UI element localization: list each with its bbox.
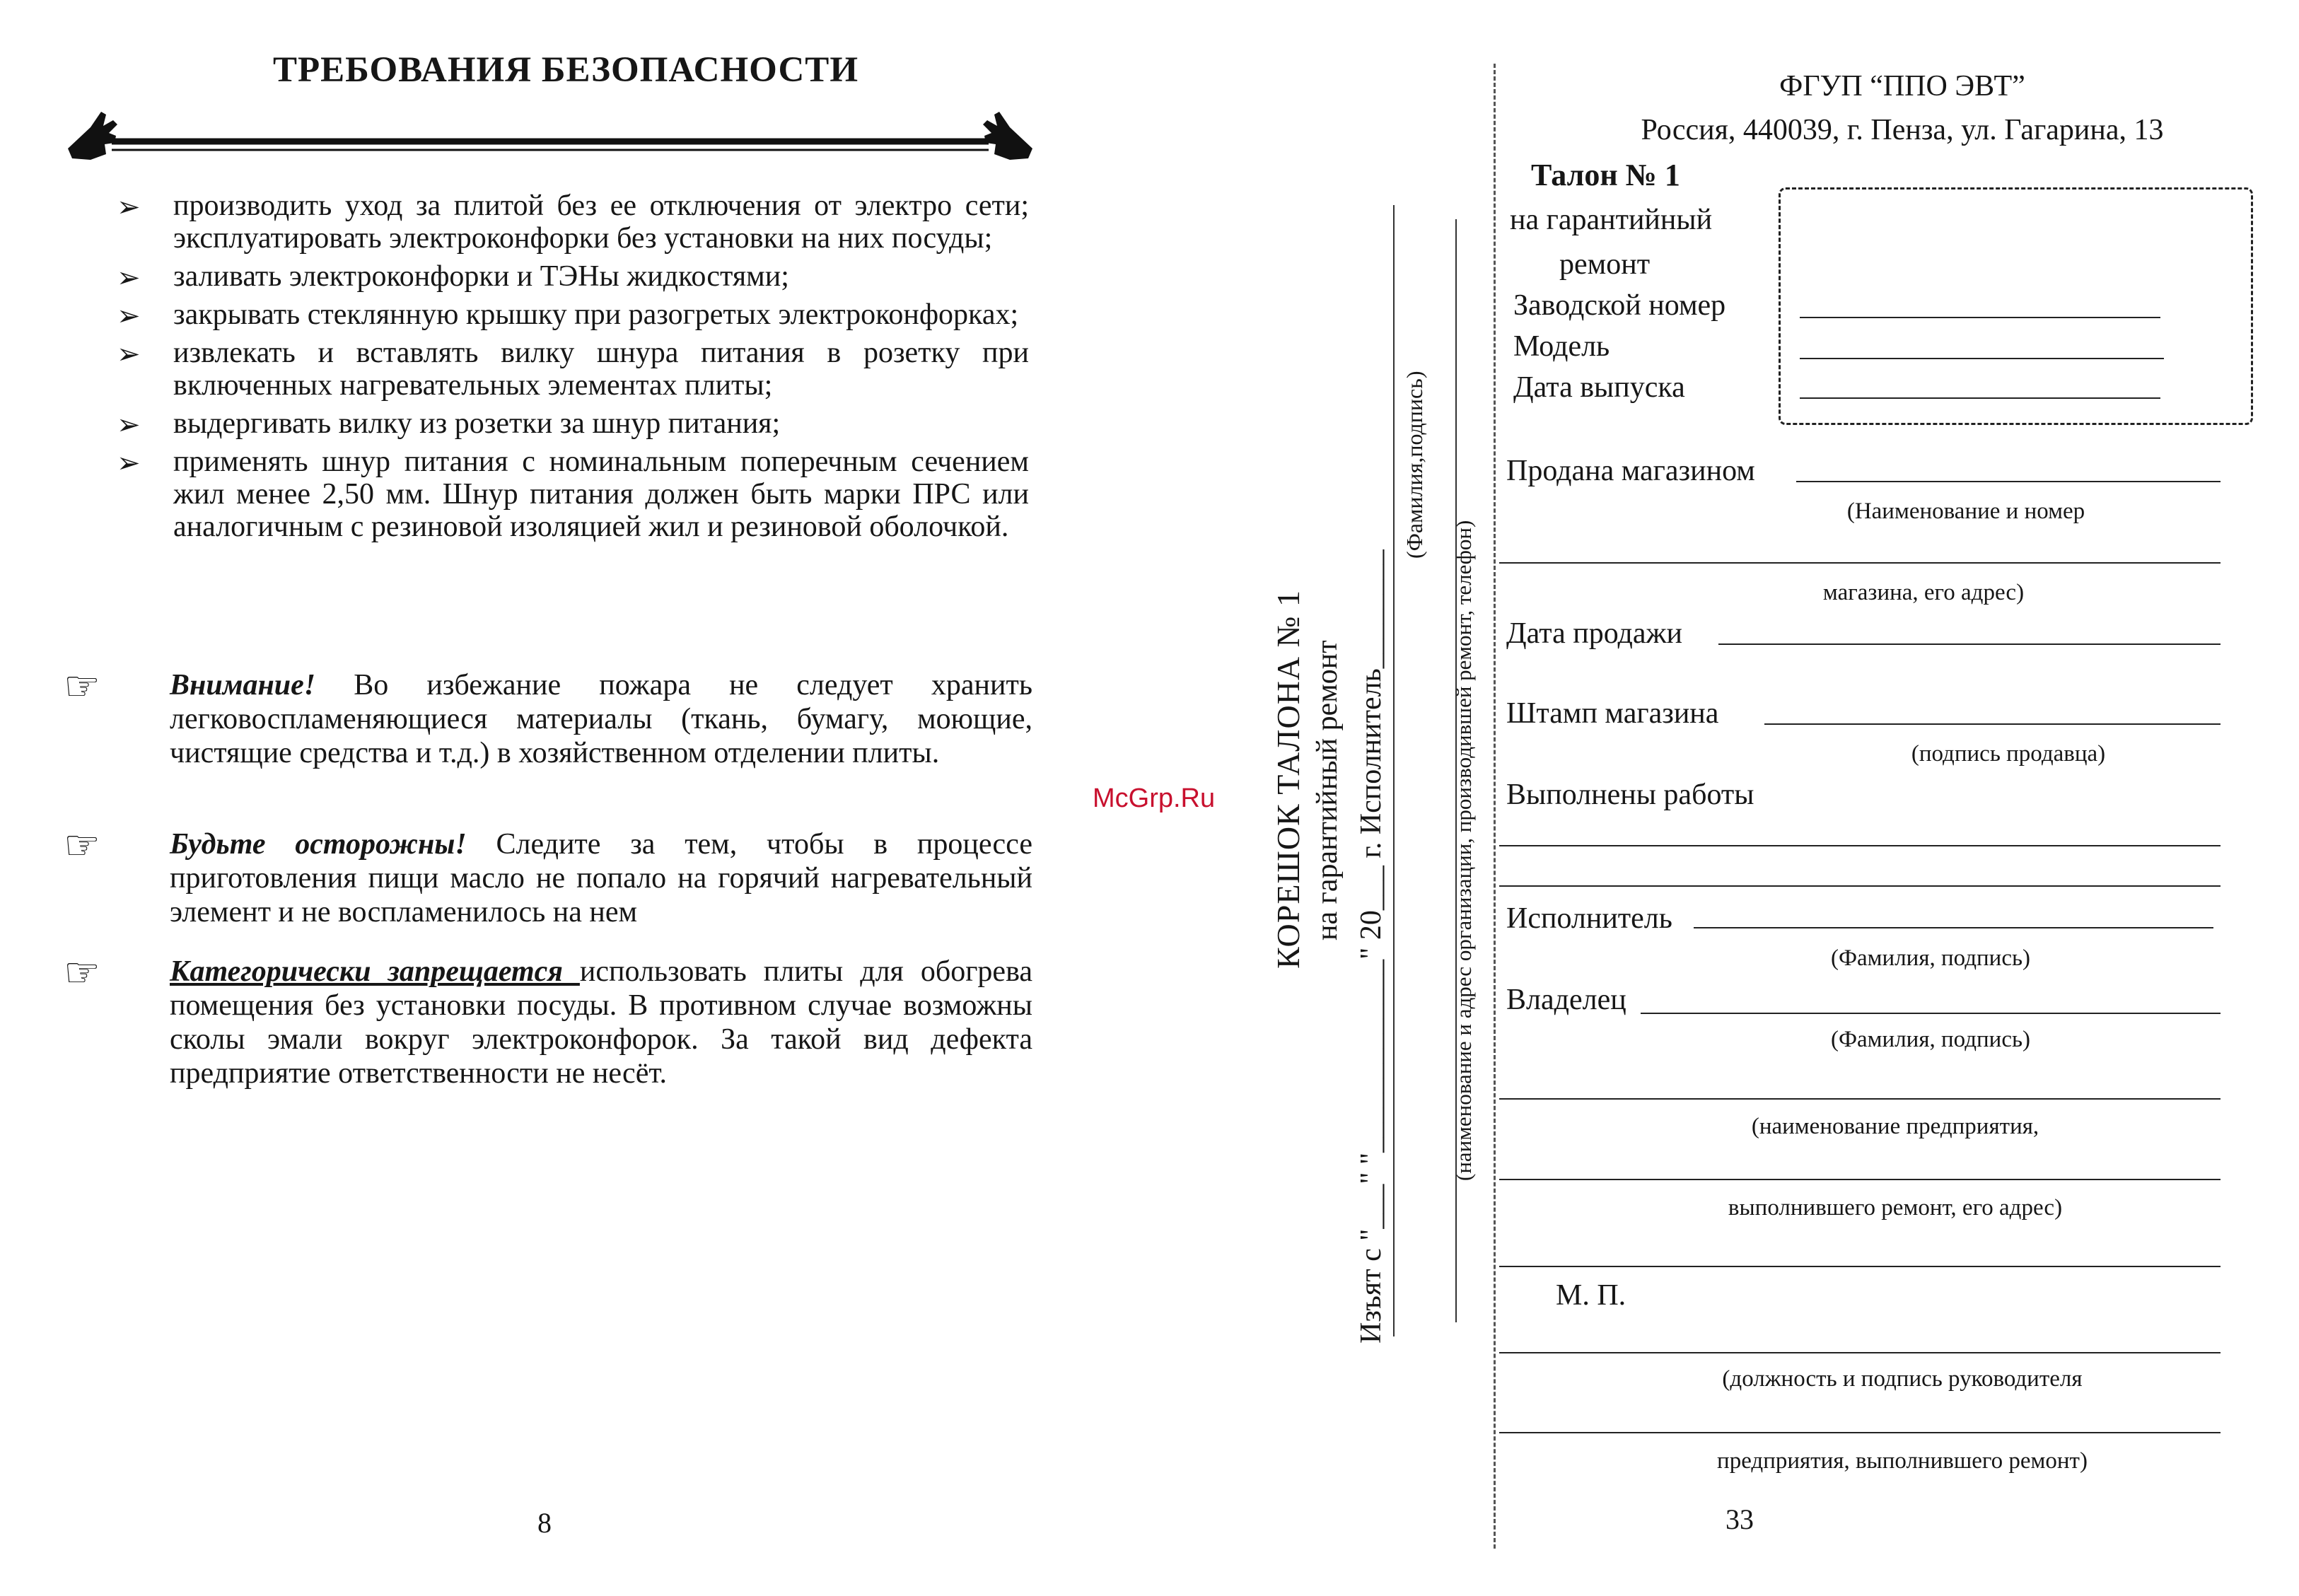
owner-label: Владелец [1506, 984, 1626, 1016]
cut-line [1494, 64, 1496, 1549]
director-hint: (должность и подпись руководителя [1722, 1366, 2083, 1392]
organization-address: Россия, 440039, г. Пенза, ул. Гагарина, 13 [1641, 114, 2164, 146]
list-item: ➢ закрывать стеклянную крышку при разогретых электроконфорках; [117, 298, 1019, 332]
stub-caption-organization: (наименование и адрес организации, производившей ремонт, телефон) [1451, 520, 1476, 1181]
manufacture-date-field[interactable] [1800, 397, 2160, 399]
seal-place-label: М. П. [1556, 1279, 1626, 1312]
work-done-field[interactable] [1499, 845, 2221, 846]
store-address-hint: магазина, его адрес) [1822, 580, 2025, 605]
coupon-subtitle: на гарантийный [1510, 204, 1713, 236]
note-caution: ☞ Будьте осторожны! Следите за тем, чтобы в процессе приготовления пищи масло не попало на горячий нагревательный элемент и не воспламенилось на нем [64, 822, 1032, 928]
work-done-field[interactable] [1499, 885, 2221, 887]
coupon-title: Талон № 1 [1531, 158, 1680, 192]
list-item: ➢ применять шнур питания с номинальным поперечным сечением жил менее 2,50 мм. Шнур питания должен быть марки ПРС или аналогичным с резиновой изоляцией жил и резиновой оболочкой. [117, 445, 1029, 543]
enterprise-address-field[interactable] [1499, 1179, 2221, 1180]
executor-hint: (Фамилия, подпись) [1830, 945, 2031, 971]
note-prohibited: ☞ Категорически запрещается использовать плиты для обогрева помещения без установки посуды. В противном случае возможны сколы эмали вокруг электроконфорок. За такой вид дефекта предприятие ответственности не несёт. [64, 950, 1032, 1090]
director-signature-hint: предприятия, выполнившего ремонт) [1717, 1448, 2088, 1474]
stub-subtitle: на гарантийный ремонт [1311, 640, 1344, 940]
stamp-box [1779, 187, 2253, 425]
seller-signature-hint: (подпись продавца) [1911, 741, 2106, 767]
organization-name: ФГУП “ППО ЭВТ” [1779, 70, 2025, 103]
store-stamp-field[interactable] [1764, 723, 2221, 725]
serial-number-label: Заводской номер [1513, 289, 1726, 322]
enterprise-hint: (наименование предприятия, [1751, 1114, 2039, 1139]
title-underline-ornament [62, 99, 1038, 163]
model-field[interactable] [1800, 358, 2164, 359]
watermark: McGrp.Ru [1093, 784, 1216, 813]
pointing-hand-icon: ☞ [64, 663, 100, 709]
sold-by-store-hint: (Наименование и номер [1846, 499, 2085, 524]
director-field[interactable] [1499, 1352, 2221, 1353]
stub-title: КОРЕШОК ТАЛОНА № 1 [1270, 589, 1306, 969]
pointing-hand-icon: ☞ [64, 822, 100, 868]
list-item: ➢ заливать электроконфорки и ТЭНы жидкостями; [117, 260, 789, 293]
arrow-bullet-icon: ➢ [117, 447, 141, 479]
store-stamp-label: Штамп магазина [1506, 697, 1719, 730]
right-hand-ornament-icon [983, 112, 1032, 160]
stub-seized-line: Изъят с "___" "_____________" 20___ г. Исполнитель________ [1355, 549, 1387, 1344]
manufacture-date-label: Дата выпуска [1513, 371, 1685, 404]
arrow-bullet-icon: ➢ [117, 191, 141, 223]
work-done-label: Выполнены работы [1506, 779, 1754, 811]
sale-date-label: Дата продажи [1506, 617, 1682, 650]
page-title: ТРЕБОВАНИЯ БЕЗОПАСНОСТИ [273, 50, 859, 90]
page-number-right: 33 [1725, 1503, 1754, 1535]
repair-field[interactable] [1499, 1266, 2221, 1267]
enterprise-field[interactable] [1499, 1098, 2221, 1100]
executor-field[interactable] [1694, 927, 2213, 928]
list-item: ➢ выдергивать вилку из розетки за шнур питания; [117, 407, 781, 441]
stub-rule [1455, 219, 1457, 1322]
stub-caption-name-signature: (Фамилия,подпись) [1402, 371, 1427, 559]
enterprise-address-hint: выполнившего ремонт, его адрес) [1728, 1195, 2063, 1221]
sold-by-store-field[interactable] [1796, 481, 2221, 482]
note-attention: ☞ Внимание! Во избежание пожара не следует хранить легковоспламеняющиеся материалы (ткань, бумагу, моющие, чистящие средства и т.д.) в хозяйственном отделении плиты. [64, 663, 1032, 769]
stub-rule [1393, 205, 1395, 1336]
model-label: Модель [1513, 330, 1610, 363]
safety-prohibitions-list [117, 190, 1029, 549]
left-hand-ornament-icon [68, 112, 117, 160]
serial-number-field[interactable] [1800, 317, 2160, 318]
sale-date-field[interactable] [1718, 643, 2221, 645]
pointing-hand-icon: ☞ [64, 950, 100, 996]
owner-field[interactable] [1641, 1013, 2221, 1014]
arrow-bullet-icon: ➢ [117, 338, 141, 370]
owner-hint: (Фамилия, подпись) [1830, 1027, 2031, 1052]
arrow-bullet-icon: ➢ [117, 300, 141, 332]
page-number-left: 8 [537, 1507, 552, 1539]
arrow-bullet-icon: ➢ [117, 262, 141, 293]
list-item: ➢ производить уход за плитой без ее отключения от электро сети; эксплуатировать электроконфорки без установки на них посуды; [117, 190, 1029, 255]
coupon-subtitle: ремонт [1559, 248, 1651, 281]
executor-label: Исполнитель [1506, 902, 1672, 935]
list-item: ➢ извлекать и вставлять вилку шнура питания в розетку при включенных нагревательных элементах плиты; [117, 337, 1029, 402]
sold-by-store-label: Продана магазином [1506, 455, 1755, 487]
arrow-bullet-icon: ➢ [117, 409, 141, 441]
store-address-field[interactable] [1499, 562, 2221, 564]
director-signature-field[interactable] [1499, 1432, 2221, 1433]
